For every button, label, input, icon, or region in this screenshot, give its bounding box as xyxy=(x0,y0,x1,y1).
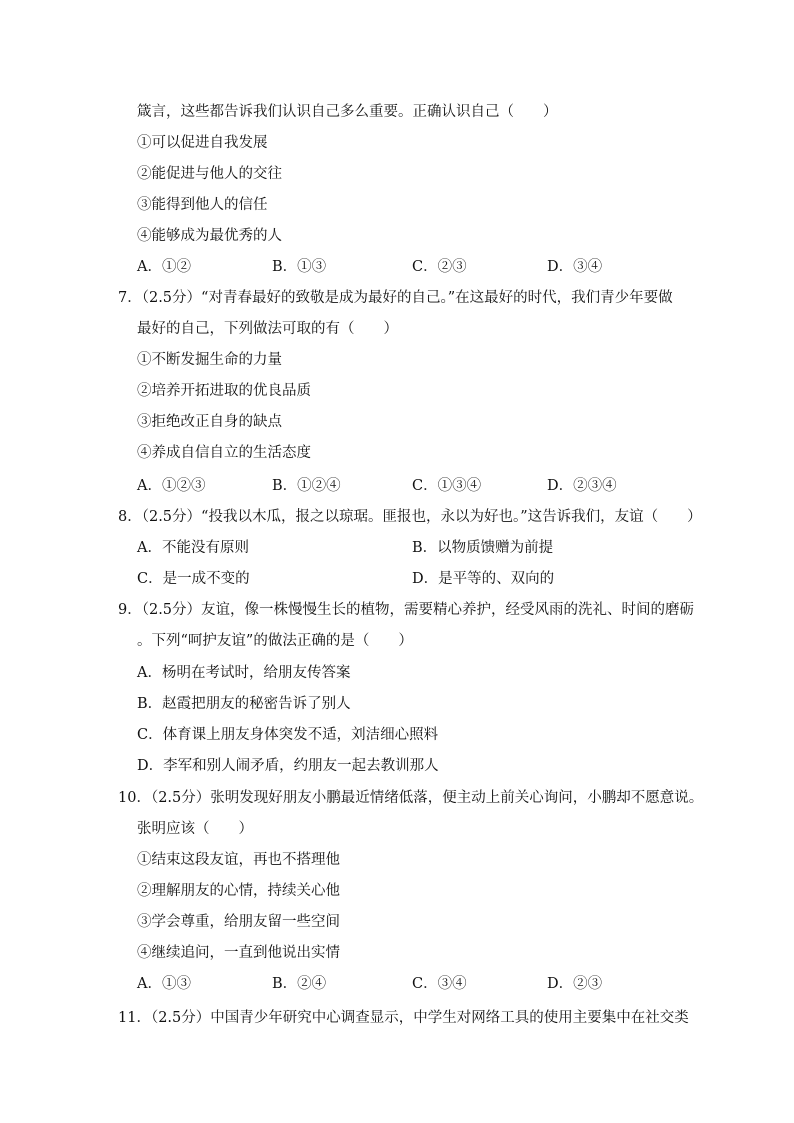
q6-option-a: A．①② xyxy=(137,259,191,275)
q11-stem-line1: 11．（2.5分）中国青少年研究中心调查显示，中学生对网络工具的使用主要集中在社交类 xyxy=(118,1010,689,1026)
q10-item-1: ①结束这段友谊，再也不搭理他 xyxy=(137,852,340,868)
q7-item-1: ①不断发掘生命的力量 xyxy=(137,352,282,368)
q7-option-c: C．①③④ xyxy=(412,478,482,494)
q6-item-2: ②能促进与他人的交往 xyxy=(137,166,282,182)
q10-option-b: B．②④ xyxy=(272,976,327,992)
q9-option-c: C．体育课上朋友身体突发不适，刘洁细心照料 xyxy=(137,727,439,743)
q7-option-b: B．①②④ xyxy=(272,478,341,494)
q10-item-2: ②理解朋友的心情，持续关心他 xyxy=(137,883,340,899)
q10-item-4: ④继续追问，一直到他说出实情 xyxy=(137,945,340,961)
q9-stem-line2: 。下列“呵护友谊”的做法正确的是（ ） xyxy=(137,633,413,649)
q10-option-c: C．③④ xyxy=(412,976,467,992)
q7-stem-line2: 最好的自己，下列做法可取的有（ ） xyxy=(137,321,398,337)
q6-item-1: ①可以促进自我发展 xyxy=(137,135,268,151)
q6-stem-tail: 箴言，这些都告诉我们认识自己多么重要。正确认识自己（ ） xyxy=(137,104,558,120)
q9-stem-line1: 9．（2.5分）友谊，像一株慢慢生长的植物，需要精心养护，经受风雨的洗礼、时间的磨砺 xyxy=(118,602,695,618)
q6-item-4: ④能够成为最优秀的人 xyxy=(137,228,282,244)
q8-option-b: B．以物质馈赠为前提 xyxy=(412,540,554,556)
q8-option-d: D．是平等的、双向的 xyxy=(412,571,555,587)
q8-stem-line1: 8．（2.5分）“投我以木瓜，报之以琼琚。匪报也，永以为好也。”这告诉我们，友谊（ ） xyxy=(118,509,702,525)
q10-stem-line2: 张明应该（ ） xyxy=(137,821,253,837)
q10-option-a: A．①③ xyxy=(137,976,191,992)
q10-item-3: ③学会尊重，给朋友留一些空间 xyxy=(137,914,340,930)
q7-option-a: A．①②③ xyxy=(137,478,206,494)
q7-item-2: ②培养开拓进取的优良品质 xyxy=(137,383,311,399)
q10-stem-line1: 10．（2.5分）张明发现好朋友小鹏最近情绪低落，便主动上前关心询问，小鹏却不愿意说。 xyxy=(118,790,704,806)
q9-option-b: B．赵霞把朋友的秘密告诉了别人 xyxy=(137,696,351,712)
q8-option-c: C．是一成不变的 xyxy=(137,571,250,587)
q7-item-3: ③拒绝改正自身的缺点 xyxy=(137,414,282,430)
q6-option-c: C．②③ xyxy=(412,259,467,275)
q6-item-3: ③能得到他人的信任 xyxy=(137,197,268,213)
q9-option-d: D．李军和别人闹矛盾，约朋友一起去教训那人 xyxy=(137,758,439,774)
q7-item-4: ④养成自信自立的生活态度 xyxy=(137,445,311,461)
q10-option-d: D．②③ xyxy=(547,976,603,992)
q8-option-a: A．不能没有原则 xyxy=(137,540,249,556)
q7-stem-line1: 7．（2.5分）“对青春最好的致敬是成为最好的自己。”在这最好的时代，我们青少年要做 xyxy=(118,290,673,306)
q7-option-d: D．②③④ xyxy=(547,478,617,494)
q6-option-b: B．①③ xyxy=(272,259,327,275)
q6-option-d: D．③④ xyxy=(547,259,603,275)
q9-option-a: A．杨明在考试时，给朋友传答案 xyxy=(137,665,351,681)
